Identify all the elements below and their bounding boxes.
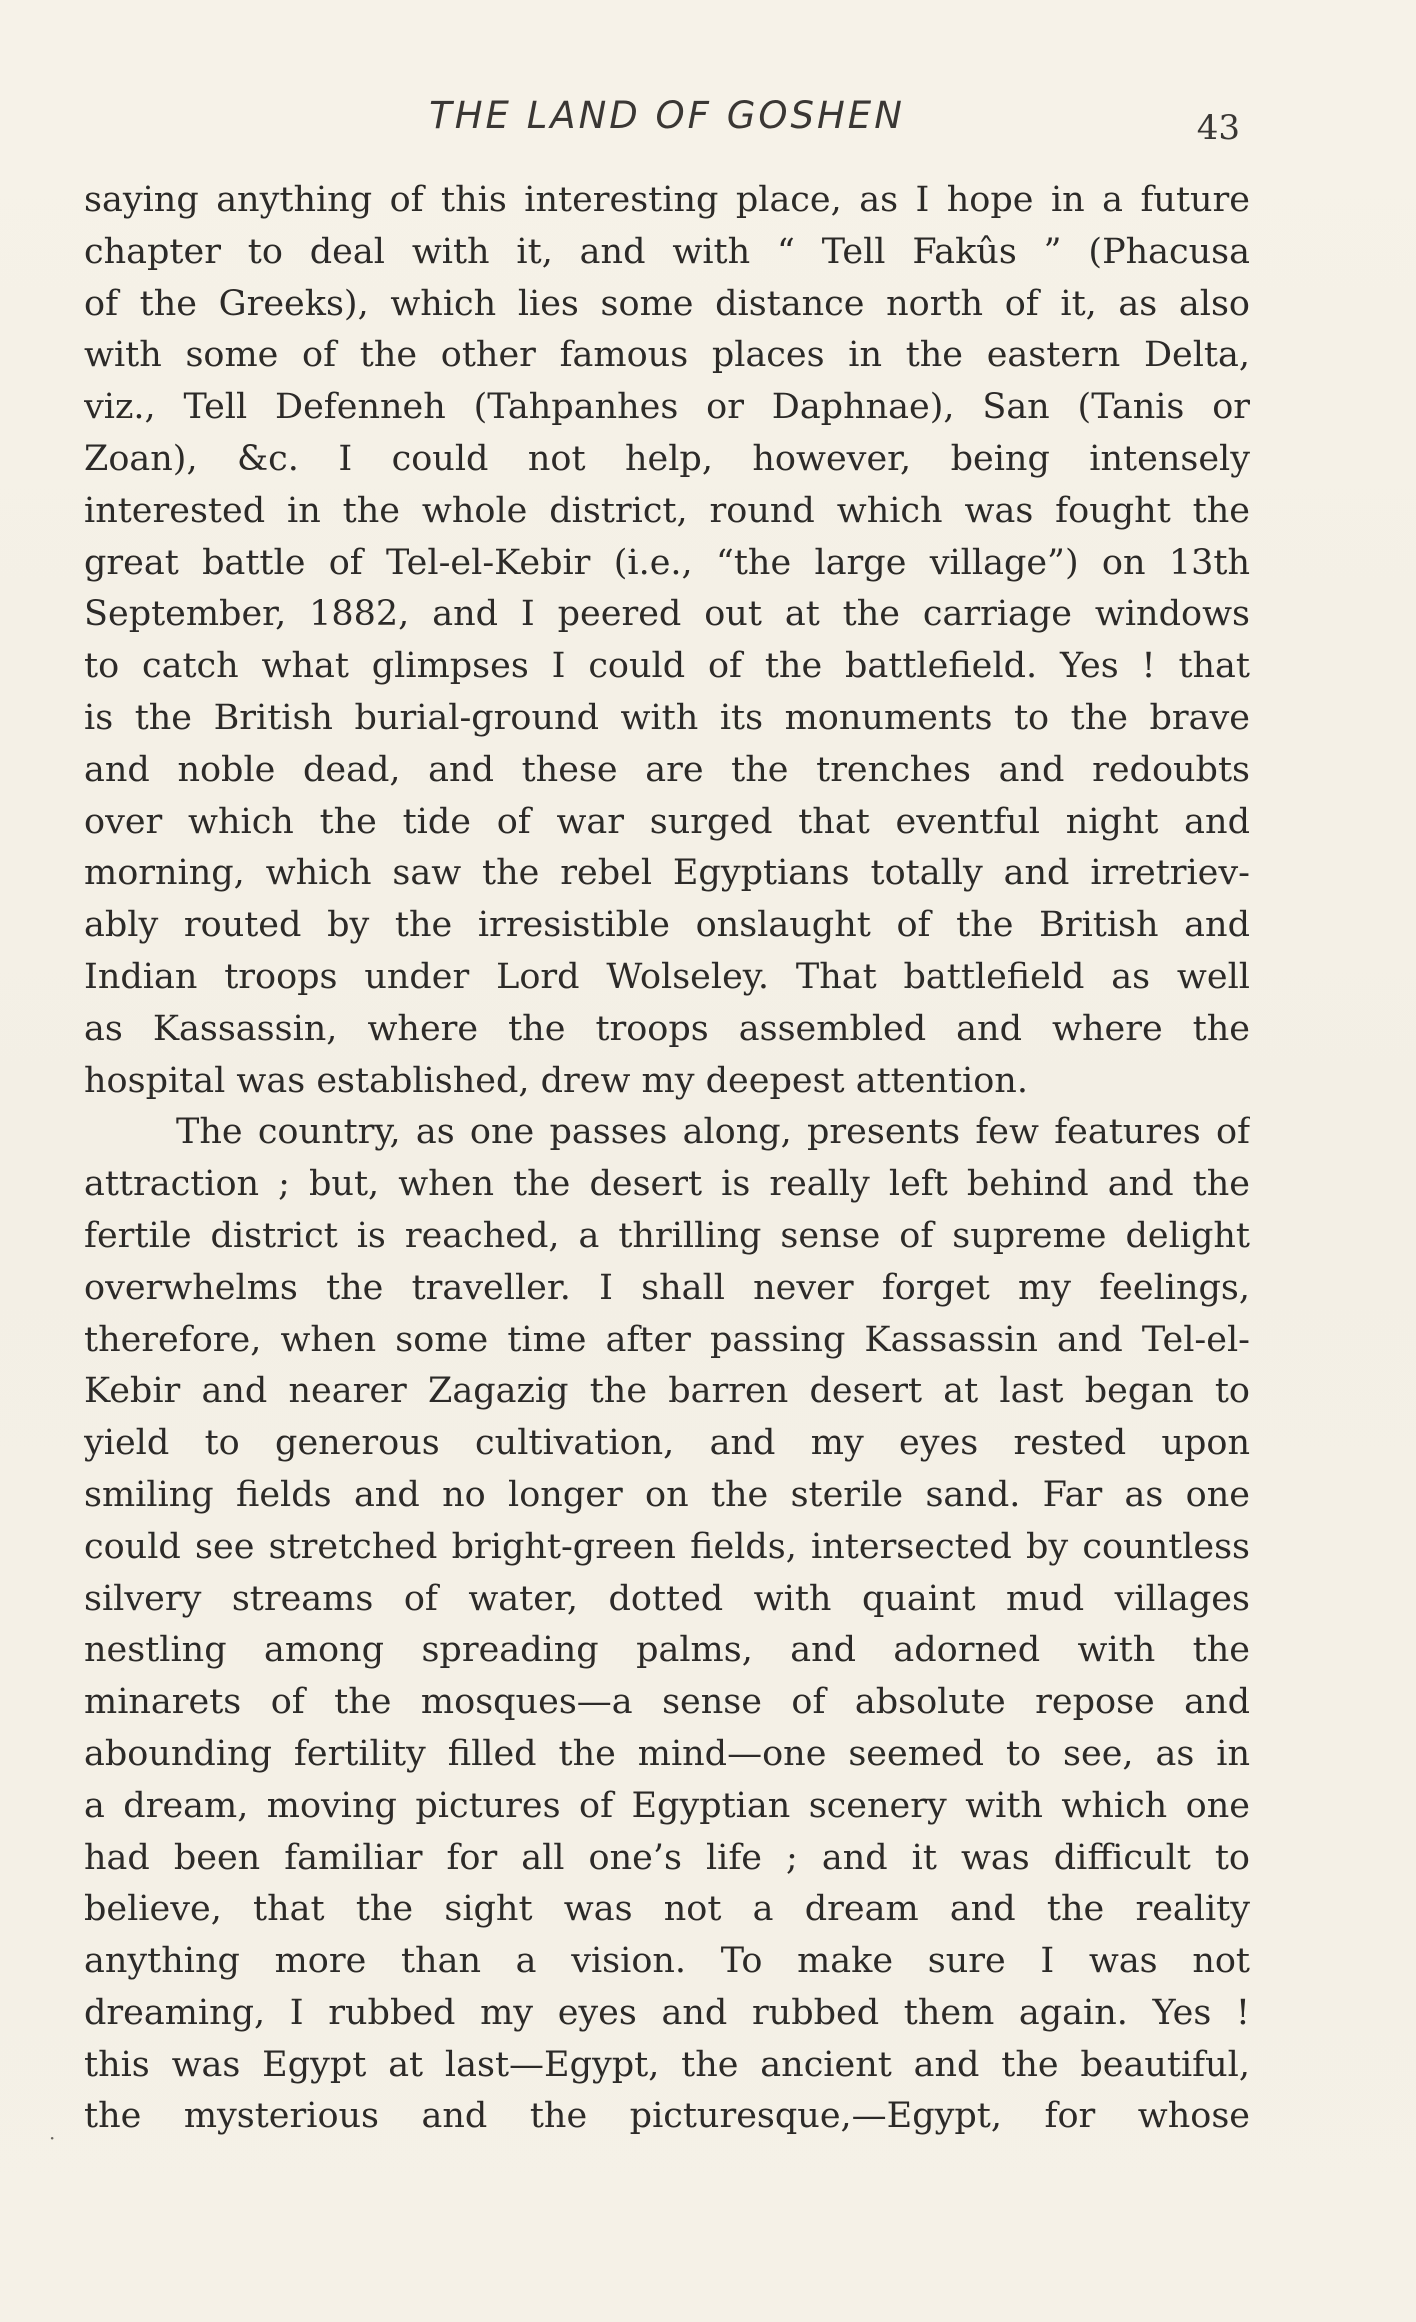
text-line: abounding fertility filled the mind—one seemed to see, as in (84, 1733, 1250, 1774)
margin-speck: · (49, 2126, 56, 2150)
text-line: this was Egypt at last—Egypt, the ancient and the beautiful, (84, 2044, 1250, 2085)
text-line: with some of the other famous places in the eastern Delta, (84, 335, 1250, 376)
text-line: Indian troops under Lord Wolseley. That battlefield as well (84, 956, 1250, 997)
text-line: Zoan), &c. I could not help, however, being intensely (84, 438, 1250, 479)
text-line: and noble dead, and these are the trenches and redoubts (84, 749, 1250, 790)
text-line: had been familiar for all one’s life ; and it was difficult to (84, 1837, 1250, 1878)
text-line: the mysterious and the picturesque,—Egypt, for whose (84, 2096, 1250, 2137)
text-line: smiling fields and no longer on the sterile sand. Far as one (84, 1474, 1250, 1515)
text-line: could see stretched bright-green fields, intersected by countless (84, 1526, 1250, 1567)
text-line: of the Greeks), which lies some distance north of it, as also (84, 283, 1250, 324)
page-number: 43 (1196, 108, 1240, 148)
text-line: attraction ; but, when the desert is really left behind and the (84, 1164, 1250, 1205)
body-text (84, 175, 1250, 2143)
text-line: interested in the whole district, round which was fought the (84, 490, 1250, 531)
text-line: believe, that the sight was not a dream and the reality (84, 1889, 1250, 1930)
text-line: nestling among spreading palms, and adorned with the (84, 1630, 1250, 1671)
text-line: anything more than a vision. To make sure I was not (84, 1941, 1250, 1982)
text-line: a dream, moving pictures of Egyptian scenery with which one (84, 1785, 1250, 1826)
text-line: September, 1882, and I peered out at the carriage windows (84, 594, 1250, 635)
text-line: morning, which saw the rebel Egyptians totally and irretriev- (84, 853, 1250, 894)
text-line: therefore, when some time after passing Kassassin and Tel-el- (84, 1319, 1250, 1360)
text-line-paragraph-start: The country, as one passes along, presents few features of (176, 1112, 1250, 1153)
text-line: as Kassassin, where the troops assembled and where the (84, 1008, 1250, 1049)
running-head (84, 88, 1250, 148)
text-line: fertile district is reached, a thrilling sense of supreme delight (84, 1215, 1250, 1256)
text-line: to catch what glimpses I could of the battlefield. Yes ! that (84, 646, 1250, 687)
text-line: ably routed by the irresistible onslaught of the British and (84, 905, 1250, 946)
text-line: viz., Tell Defenneh (Tahpanhes or Daphnae), San (Tanis or (84, 387, 1250, 428)
text-line: dreaming, I rubbed my eyes and rubbed them again. Yes ! (84, 1992, 1250, 2033)
text-line-paragraph-end: hospital was established, drew my deepest attention. (84, 1060, 1028, 1101)
text-line: great battle of Tel-el-Kebir (i.e., “the large village”) on 13th (84, 542, 1250, 583)
text-line: chapter to deal with it, and with “ Tell Fakûs ” (Phacusa (84, 231, 1250, 272)
text-line: silvery streams of water, dotted with quaint mud villages (84, 1578, 1250, 1619)
text-line: overwhelms the traveller. I shall never forget my feelings, (84, 1267, 1250, 1308)
text-line: Kebir and nearer Zagazig the barren desert at last began to (84, 1371, 1250, 1412)
text-line: is the British burial-ground with its monuments to the brave (84, 697, 1250, 738)
text-line: minarets of the mosques—a sense of absolute repose and (84, 1682, 1250, 1723)
text-line: over which the tide of war surged that eventful night and (84, 801, 1250, 842)
text-line: yield to generous cultivation, and my eyes rested upon (84, 1423, 1250, 1464)
running-title: THE LAND OF GOSHEN (429, 94, 905, 137)
text-line: saying anything of this interesting place, as I hope in a future (84, 180, 1250, 220)
